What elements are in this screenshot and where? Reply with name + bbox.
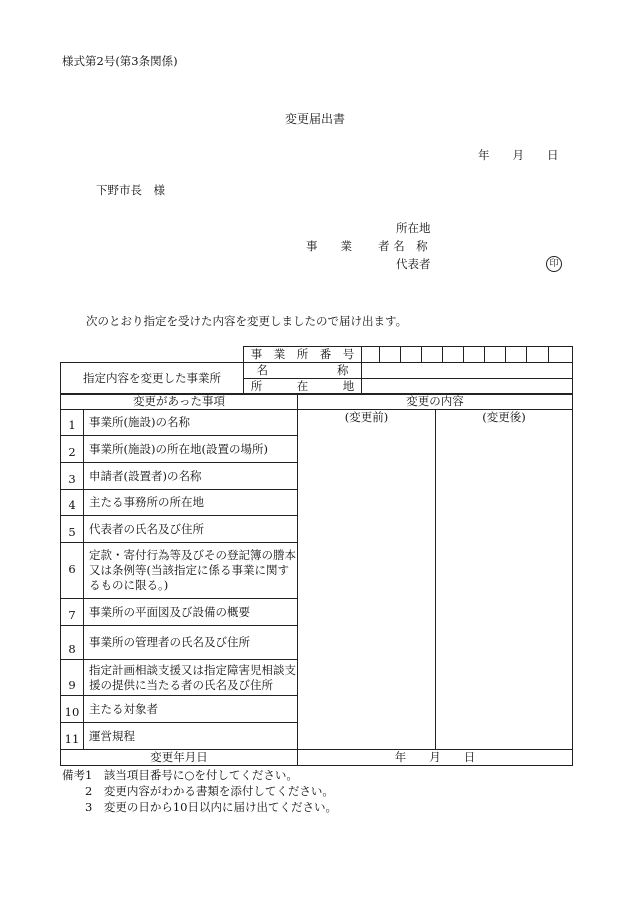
office-address-label: 所 在 地 (244, 378, 362, 394)
office-number-cell[interactable] (485, 347, 506, 363)
after-column[interactable] (436, 410, 573, 750)
seal-mark (546, 255, 562, 272)
date-line: 年 月 日 (478, 148, 559, 162)
row-number[interactable]: 4 (61, 490, 84, 516)
change-date-label: 変更年月日 (61, 750, 298, 766)
row-item: 指定計画相談支援又は指定障害児相談支援の提供に当たる者の氏名及び住所 (84, 660, 298, 696)
row-number[interactable]: 9 (61, 660, 84, 696)
note-2: 2 変更内容がわかる書類を添付してください。 (62, 784, 334, 798)
after-label: (変更後) (482, 410, 526, 424)
row-item: 定款・寄付行為等及びその登記簿の謄本又は条例等(当該指定に係る事業に関するものに限る。) (84, 543, 298, 599)
row-number[interactable]: 10 (61, 696, 84, 723)
office-number-cell[interactable] (443, 347, 464, 363)
row-number[interactable]: 7 (61, 599, 84, 626)
addressee: 下野市長 様 (96, 183, 165, 197)
office-name-label: 名 称 (244, 362, 362, 378)
applicant-business-label-left: 事 業 (306, 239, 352, 253)
row-number[interactable]: 11 (61, 723, 84, 750)
change-date-field[interactable]: 年 月 日 (298, 750, 573, 766)
row-item: 申請者(設置者)の名称 (84, 463, 298, 490)
office-number-cell[interactable] (422, 347, 443, 363)
row-number[interactable]: 5 (61, 516, 84, 543)
before-column[interactable] (298, 410, 436, 750)
before-label: (変更前) (344, 410, 389, 424)
office-blank (61, 347, 244, 363)
office-number-cell[interactable] (549, 347, 573, 363)
row-number[interactable]: 1 (61, 410, 84, 436)
row-item: 事業所の管理者の氏名及び住所 (84, 626, 298, 660)
document-title: 変更届出書 (285, 112, 346, 126)
row-item: 事業所(施設)の所在地(設置の場所) (84, 436, 298, 463)
office-number-cell[interactable] (362, 347, 380, 363)
office-number-cell[interactable] (401, 347, 422, 363)
row-number[interactable]: 2 (61, 436, 84, 463)
applicant-business-label-right: 者 名 称 (378, 239, 428, 253)
row-number[interactable]: 8 (61, 626, 84, 660)
applicant-address-label: 所在地 (396, 221, 431, 235)
office-number-cell[interactable] (464, 347, 485, 363)
row-item: 主たる事務所の所在地 (84, 490, 298, 516)
office-table (60, 346, 573, 395)
content-header: 変更の内容 (298, 394, 573, 410)
note-3: 3 変更の日から10日以内に届け出てください。 (62, 800, 337, 814)
row-item: 事業所(施設)の名称 (84, 410, 298, 436)
applicant-rep-label: 代表者 (396, 257, 431, 271)
form-number-label: 様式第2号(第3条関係) (62, 54, 178, 68)
items-header: 変更があった事項 (61, 394, 298, 410)
row-item: 運営規程 (84, 723, 298, 750)
office-number-label: 事 業 所 番 号 (244, 347, 362, 363)
office-number-cell[interactable] (380, 347, 401, 363)
row-item: 事業所の平面図及び設備の概要 (84, 599, 298, 626)
intro-text: 次のとおり指定を受けた内容を変更しましたので届け出ます。 (86, 314, 408, 328)
office-number-cell[interactable] (527, 347, 549, 363)
office-heading: 指定内容を変更した事業所 (61, 362, 244, 394)
row-number[interactable]: 6 (61, 543, 84, 599)
office-number-cell[interactable] (506, 347, 527, 363)
change-table (60, 393, 573, 766)
office-name-field[interactable] (362, 362, 573, 378)
row-number[interactable]: 3 (61, 463, 84, 490)
office-address-field[interactable] (362, 378, 573, 394)
seal-icon: 印 (546, 256, 562, 272)
row-item: 代表者の氏名及び住所 (84, 516, 298, 543)
row-item: 主たる対象者 (84, 696, 298, 723)
note-1: 備考1 該当項目番号に○を付してください。 (62, 768, 298, 782)
